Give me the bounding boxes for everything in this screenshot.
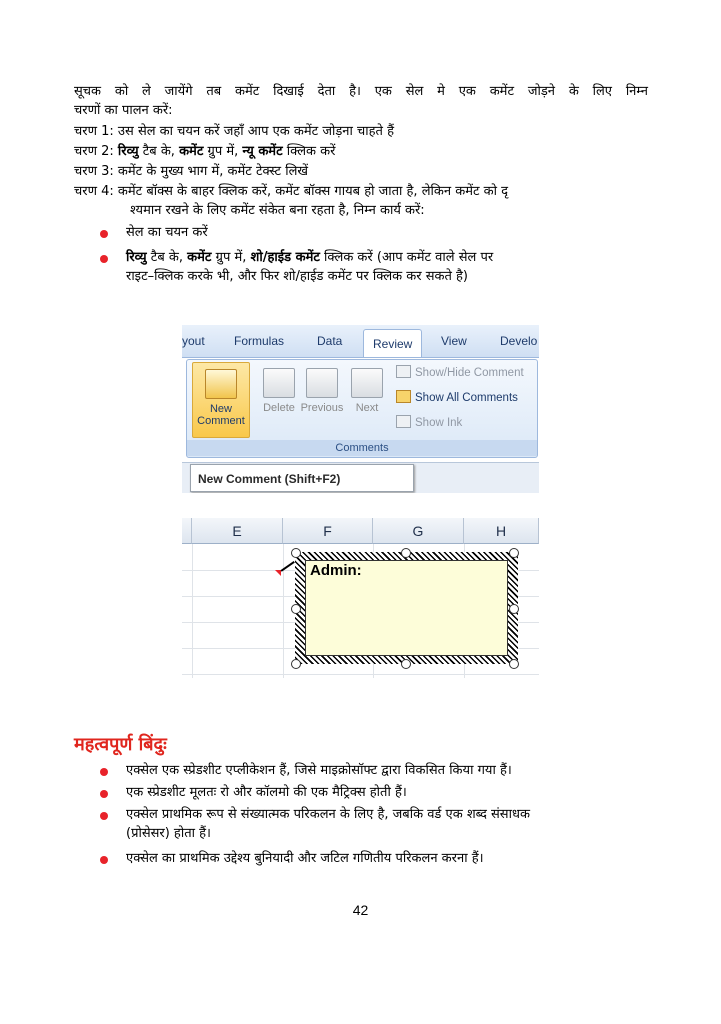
column-header-h[interactable]: H [464,518,539,544]
new-comment-icon [205,369,237,399]
important-point-2: एक स्प्रेडशीट मूलतः रो और कॉलमो की एक मैट्रिक्स होती हैं। [126,785,407,800]
next-comment-icon [351,368,383,398]
step-2-prefix: चरण 2: [74,144,114,159]
intro-line-2: चरणों का पालन करें: [74,103,173,118]
sub-bullet-2-show-hide: शो/हाईड कमेंट [250,250,320,265]
important-point-4: एक्सेल का प्राथमिक उद्देश्य बुनियादी और जटिल गणितीय परिकलन करना हैं। [126,851,484,866]
column-header-f[interactable]: F [283,518,373,544]
resize-handle[interactable] [291,604,301,614]
bullet-dot [100,812,108,820]
step-3-text: कमेंट के मुख्य भाग में, कमेंट टेक्स्ट लिखें [113,164,309,179]
comment-indicator-icon [275,570,281,576]
step-2-text-b: टैब के, [138,144,180,159]
resize-handle[interactable] [291,659,301,669]
important-point-1: एक्सेल एक स्प्रेडशीट एप्लीकेशन हैं, जिसे माइक्रोसॉफ्ट द्वारा विकसित किया गया हैं। [126,763,512,778]
sub-bullet-1: सेल का चयन करें [126,225,208,240]
tab-data[interactable]: Data [317,334,343,348]
bullet-dot [100,856,108,864]
new-comment-button[interactable] [192,362,250,438]
resize-handle[interactable] [509,659,519,669]
step-4-text: कमेंट बॉक्स के बाहर क्लिक करें, कमेंट बॉक्स गायब हो जाता है, लेकिन कमेंट को दृ [113,184,509,199]
show-hide-comment-icon [396,365,411,378]
bullet-dot [100,255,108,263]
show-ink-button[interactable] [396,415,462,429]
comment-author: Admin: [310,562,362,579]
tab-formulas[interactable]: Formulas [234,334,285,348]
sub-bullet-2-text-b: टैब के, [146,250,188,265]
show-ink-label: Show Ink [415,417,463,429]
intro-paragraph [74,82,648,120]
comments-group [186,359,538,458]
column-header-e[interactable]: E [192,518,283,544]
important-point-3-line-1: एक्सेल प्राथमिक रूप से संख्यात्मक परिकलन के लिए है, जबकि वर्ड एक शब्द संसाधक [126,807,530,822]
new-comment-label-2: Comment [197,415,245,427]
step-2-text-d: क्लिक करें [282,144,336,159]
step-1-text: उस सेल का चयन करें जहाँ आप एक कमेंट जोड़ना चाहते हैं [113,124,394,139]
step-2-text-c: ग्रुप में, [203,144,243,159]
important-point-3-line-2: (प्रोसेसर) होता हैं। [126,826,211,841]
step-2 [74,142,335,161]
step-4-prefix: चरण 4: [74,184,114,199]
bullet-dot [100,768,108,776]
resize-handle[interactable] [401,659,411,669]
step-2-new-comment: न्यू कमेंट [242,144,283,159]
previous-comment-icon [306,368,338,398]
bullet-dot [100,790,108,798]
previous-label: Previous [300,402,344,414]
column-header-blank [182,518,192,544]
tab-review[interactable]: Review [363,329,422,357]
comment-body[interactable] [305,560,508,656]
next-label: Next [355,402,379,414]
ribbon-screenshot [182,325,539,493]
page-number: 42 [352,902,369,918]
show-ink-icon [396,415,411,428]
step-2-comment: कमेंट [179,144,204,159]
delete-label: Delete [263,402,295,414]
comment-box[interactable] [295,552,518,664]
sub-bullet-2-line-2: राइट–क्लिक करके भी, और फिर शो/हाईड कमेंट पर क्लिक कर सकते है) [126,269,468,284]
tab-view[interactable]: View [441,334,467,348]
show-all-comments-icon [396,390,411,403]
tab-developer[interactable]: Develo [500,334,538,348]
important-point-3 [126,805,648,843]
step-1-prefix: चरण 1: [74,124,114,139]
ribbon-tab-bar [182,325,539,358]
comments-group-label: Comments [187,440,537,456]
column-gridline [192,544,193,678]
show-all-comments-button[interactable] [396,390,518,404]
step-3 [74,162,308,181]
step-3-prefix: चरण 3: [74,164,114,179]
sub-bullet-2-comment: कमेंट [187,250,212,265]
step-2-review: रिव्यु [117,144,139,159]
new-comment-label-1: New [209,403,232,415]
bullet-dot [100,230,108,238]
sub-bullet-2-text-c: ग्रुप में, [211,250,251,265]
delete-comment-icon [263,368,295,398]
row-gridline [182,674,539,675]
show-hide-comment-button[interactable] [396,365,524,379]
spreadsheet-screenshot [182,518,539,678]
next-comment-button[interactable] [339,362,395,436]
show-hide-comment-label: Show/Hide Comment [415,367,524,379]
sub-bullet-2 [126,248,648,286]
resize-handle[interactable] [401,548,411,558]
important-points-heading: महत्वपूर्ण बिंदुः [74,734,167,755]
show-all-comments-label: Show All Comments [415,392,518,404]
column-header-g[interactable]: G [373,518,464,544]
step-1 [74,122,394,141]
tab-layout[interactable]: yout [182,334,205,348]
resize-handle[interactable] [509,548,519,558]
step-4-continuation: श्यमान रखने के लिए कमेंट संकेत बना रहता है, निम्न कार्य करें: [130,203,425,218]
sub-bullet-2-text-d: क्लिक करें (आप कमेंट वाले सेल पर [319,250,494,265]
intro-line-1: सूचक को ले जायेंगे तब कमेंट दिखाई देता है। एक सेल मे एक कमेंट जोड़ने के लिए निम्न [74,84,648,99]
resize-handle[interactable] [509,604,519,614]
step-4 [74,182,508,201]
new-comment-tooltip: New Comment (Shift+F2) [190,464,414,492]
resize-handle[interactable] [291,548,301,558]
sub-bullet-2-review: रिव्यु [126,250,147,265]
column-gridline [283,544,284,678]
